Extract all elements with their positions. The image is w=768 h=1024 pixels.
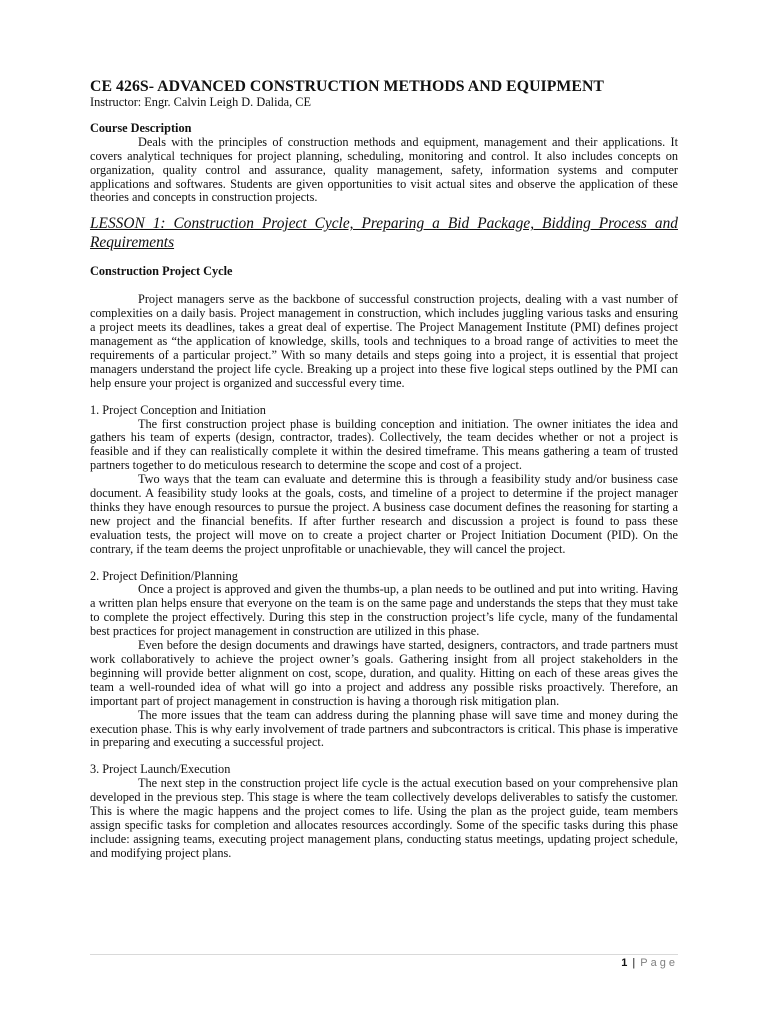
section-2-heading: 2. Project Definition/Planning <box>90 568 238 583</box>
course-description-text: Deals with the principles of construction methods and equipment, management and their applications. It covers analytical techniques for project planning, scheduling, monitoring and control. It also includes concepts on organization, quality control and assurance, quality management, safety, information systems and computer applications and softwares. Students are given opportunities to visit actual sites and observe the application of these theories and concepts in construction projects. <box>90 134 678 205</box>
intro-paragraph: Project managers serve as the backbone of successful construction projects, dealing with a vast number of complexities on a daily basis. Project management in construction, which includes juggling various tasks and ensuring a project meets its deadlines, takes a great deal of expertise. The Project Management Institute (PMI) defines project management as “the application of knowledge, skills, tools and techniques to a broad range of activities to meet the requirements of a particular project.” With so many details and steps going into a project, it is essential that project managers understand the project life cycle. Breaking up a project into these five logical steps outlined by the PMI can help ensure your project is organized and successful every time. <box>90 292 678 390</box>
lesson-title: LESSON 1: Construction Project Cycle, Preparing a Bid Package, Bidding Process and Requirements <box>90 215 678 252</box>
course-description-heading: Course Description <box>90 120 192 135</box>
footer-divider <box>90 954 678 955</box>
section-1-paragraph-2: Two ways that the team can evaluate and determine this is through a feasibility study and/or business case document. A feasibility study looks at the goals, costs, and timeline of a project to determine if the project manager thinks they have enough resources to pursue the project. A business case document defines the reasoning for starting a new project and the financial benefits. If after further research and discussion a project is found to pass these evaluation tests, the project will move on to create a project charter or Project Initiation Document (PID). On the contrary, if the team deems the project unprofitable or unachievable, they will cancel the project. <box>90 472 678 556</box>
document-title: CE 426S- ADVANCED CONSTRUCTION METHODS AND EQUIPMENT <box>90 78 605 95</box>
section-1-heading: 1. Project Conception and Initiation <box>90 402 266 417</box>
footer-separator: | <box>632 957 636 969</box>
page-footer <box>621 957 678 969</box>
section-2-paragraph-2: Even before the design documents and drawings have started, designers, contractors, and trade partners must work collaboratively to achieve the project owner’s goals. Gathering insight from all project stakeholders in the beginning will provide better alignment on cost, scope, duration, and quality. Hitting on each of these areas gives the team a well-rounded idea of what will go into a project and address any possible risks proactively. Therefore, an important part of project management in construction is having a thorough risk mitigation plan. <box>90 638 678 708</box>
section-2-paragraph-1: Once a project is approved and given the thumbs-up, a plan needs to be outlined and put into writing. Having a written plan helps ensure that everyone on the team is on the same page and understands the steps that they must take to complete the project effectively. During this step in the construction project’s life cycle, many of the fundamental best practices for project management in construction are utilized in this phase. <box>90 582 678 639</box>
section-3-paragraph-1: The next step in the construction project life cycle is the actual execution based on your comprehensive plan developed in the previous step. This stage is where the team collectively develops deliverables to satisfy the customer. This is where the magic happens and the project comes to life. Using the plan as the project guide, team members assign specific tasks for completion and allocates resources accordingly. Some of the specific tasks during this phase include: assigning teams, executing project management plans, conducting status meetings, updating project schedule, and modifying project plans. <box>90 776 678 860</box>
instructor-line: Instructor: Engr. Calvin Leigh D. Dalida, CE <box>90 95 311 109</box>
page-number: 1 <box>621 957 628 969</box>
section-3-heading: 3. Project Launch/Execution <box>90 762 231 777</box>
construction-project-cycle-heading: Construction Project Cycle <box>90 264 233 279</box>
page-label: Page <box>640 957 678 969</box>
document-page <box>90 78 678 861</box>
section-1-paragraph-1: The first construction project phase is building conception and initiation. The owner initiates the idea and gathers his team of experts (design, contractor, trades). Collectively, the team decides whether or not a project is feasible and if they can realistically complete it within the desired timeframe. This means gathering a team of trusted partners together to do meticulous research to determine the scope and cost of a project. <box>90 416 678 473</box>
section-2-paragraph-3: The more issues that the team can address during the planning phase will save time and money during the execution phase. This is why early involvement of trade partners and subcontractors is critical. This phase is imperative in preparing and executing a successful project. <box>90 707 678 750</box>
